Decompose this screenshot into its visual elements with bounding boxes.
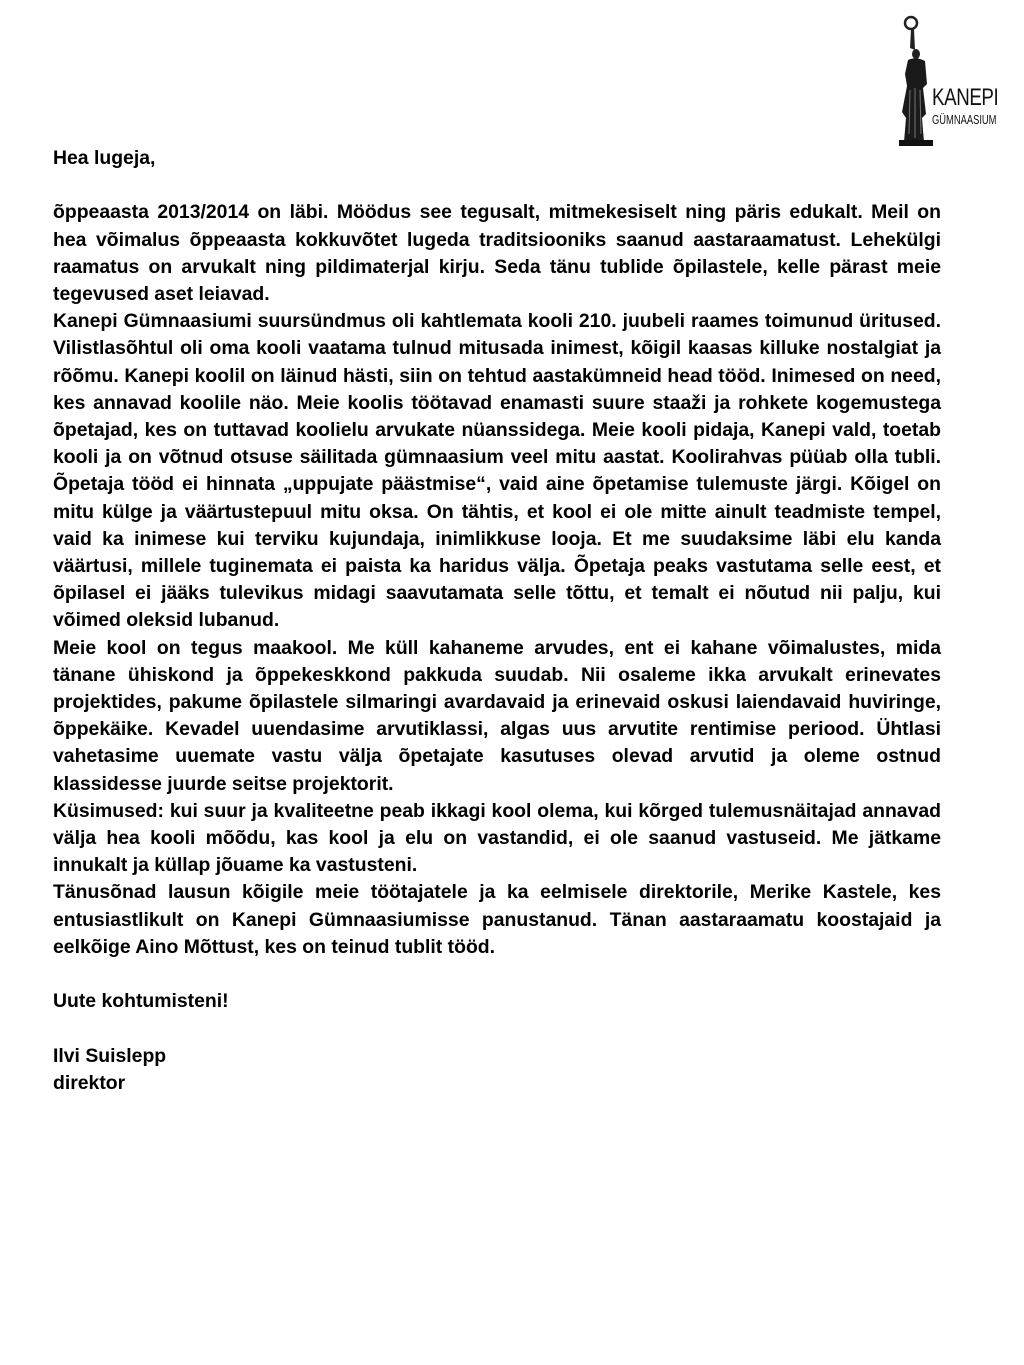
signature	[53, 1043, 941, 1097]
paragraph: Tänusõnad lausun kõigile meie töötajatele ja ka eelmisele direktorile, Merike Kastele, kes entusiastlikult on Kanepi Gümnaasiumisse panustanud. Tänan aastaraamatu koostajaid ja eelkõige Aino Mõttust, kes on teinud tublit tööd.	[53, 881, 941, 958]
letter-body	[53, 145, 941, 1097]
school-logo	[896, 14, 1000, 148]
paragraph: Meie kool on tegus maakool. Me küll kahaneme arvudes, ent ei kahane võimalustes, mida tänane ühiskond ja õppekeskkond pakkuda suudab. Nii osaleme ikka arvukalt erinevates projektides, pakume õpilastele silmaringi avardavaid ja erinevaid oskusi laiendavaid huviringe, õppekäike. Kevadel uuendasime arvutiklassi, algas uus arvutite rentimise periood. Ühtlasi vahetasime uuemate vastu välja õpetajate kasutuses olevad arvutid ja oleme ostnud klassidesse juurde seitse projektorit.	[53, 636, 941, 795]
logo-name: KANEPI	[932, 84, 999, 111]
signature-title: direktor	[53, 1071, 126, 1094]
paragraph: Küsimused: kui suur ja kvaliteetne peab ikkagi kool olema, kui kõrged tulemusnäitajad annavad välja hea kooli mõõdu, kas kool ja elu on vastandid, ei ole saanud vastuseid. Me jätkame innukalt ja küllap jõuame ka vastusteni.	[53, 799, 941, 877]
closing-line: Uute kohtumisteni!	[53, 990, 229, 1013]
greeting: Hea lugeja,	[53, 147, 156, 169]
statue-icon	[896, 14, 936, 148]
signature-name: Ilvi Suislepp	[53, 1044, 167, 1067]
paragraph: Kanepi Gümnaasiumi suursündmus oli kahtlemata kooli 210. juubeli raames toimunud üritused. Vilistlasõhtul oli oma kooli vaatama tulnud mitusada inimest, kõigil kaasas killuke nostalgiat ja rõõmu. Kanepi koolil on läinud hästi, siin on tehtud aastakümneid head tööd. Inimesed on need, kes annavad koolile näo. Meie koolis töötavad enamasti suure staaži ja rohkete kogemustega õpetajad, kes on tuttavad koolielu arvukate nüanssidega. Meie kooli pidaja, Kanepi vald, toetab kooli ja on võtnud otsuse säilitada gümnaasium veel mitu aastat. Koolirahvas püüab olla tubli. Õpetaja tööd ei hinnata „uppujate päästmise“, vaid aine õpetamise tulemuste järgi. Kõigel on mitu külge ja väärtustepuul mitu oksa. On tähtis, et kool ei ole mitte ainult teadmiste tempel, vaid ka inimese kui terviku kujundaja, inimlikkuse looja. Et me suudaksime läbi elu kanda väärtusi, millele tuginemata ei paista ka haridus välja. Õpetaja peaks vastutama selle eest, et õpilasel ei jääks tulevikus midagi saavutamata selle tõttu, et temalt ei nõutud nii palju, kui võimed oleksid lubanud.	[53, 310, 941, 632]
logo-subtitle: GÜMNAASIUM	[932, 112, 997, 127]
paragraph: õppeaasta 2013/2014 on läbi. Möödus see tegusalt, mitmekesiselt ning päris edukalt. Meil on hea võimalus õppeaasta kokkuvõtet lugeda traditsiooniks saanud aastaraamatust. Lehekülgi raamatus on arvukalt ning pildimaterjal kirju. Seda tänu tublide õpilastele, kelle pärast meie tegevused aset leiavad.	[53, 201, 941, 305]
